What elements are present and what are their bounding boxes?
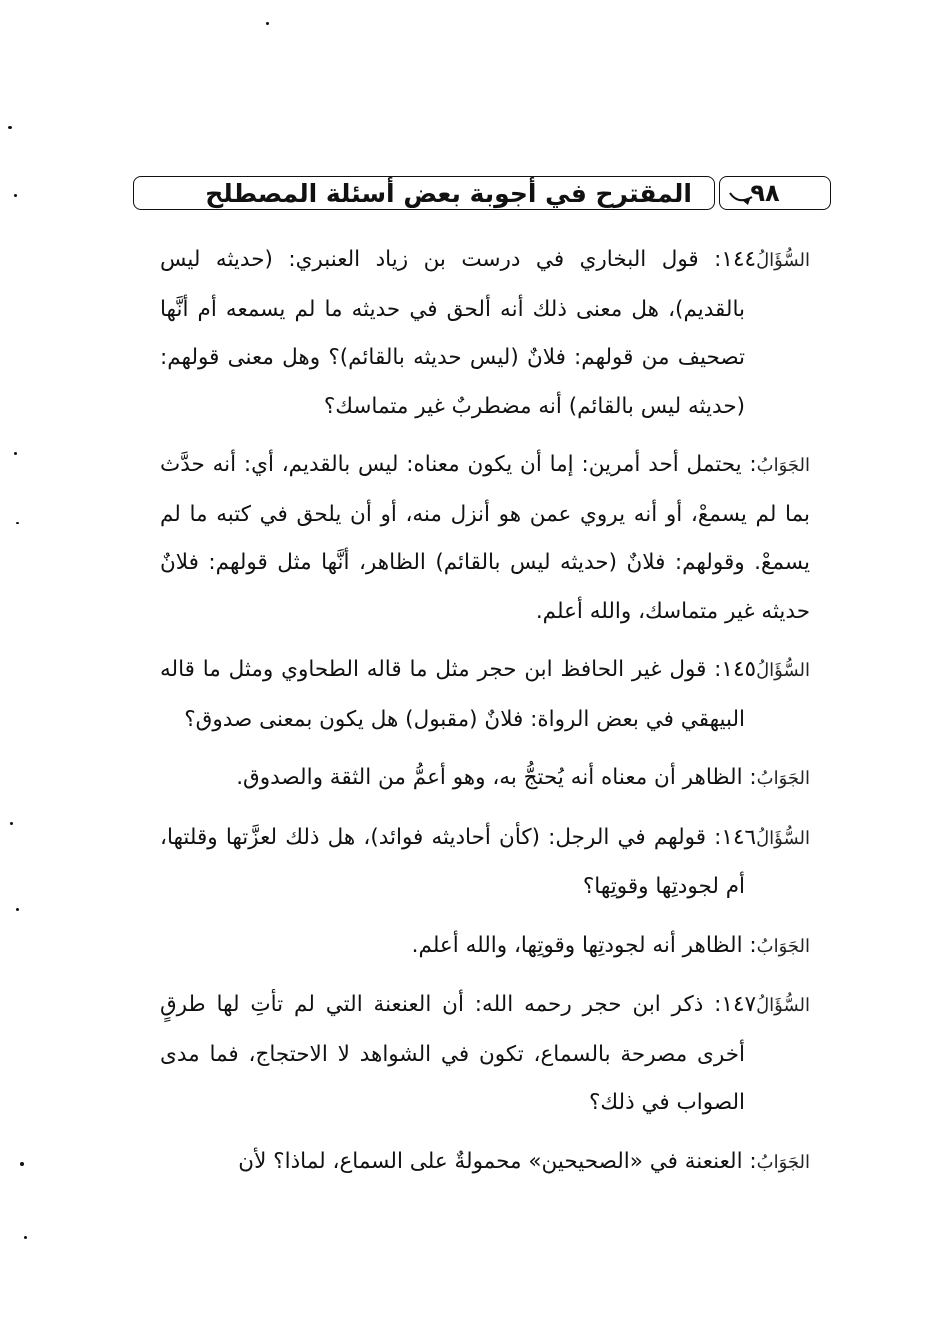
- question-144: [160, 236, 810, 431]
- scan-speck: [14, 452, 17, 455]
- answer-text: : يحتمل أحد أمرين: إما أن يكون معناه: ليس بالقديم، أي: أنه حدَّث بما لم يسمعْ، أو أنه يروي عمن هو أنزل منه، أو أن يلحق في كتبه ما لم يسمعْ. وقولهم: فلانٌ (حديثه ليس بالقائم) الظاهر، أنَّها مثل قولهم: فلانٌ حديثه غير متماسك، والله أعلم.: [160, 452, 810, 624]
- question-146: [160, 814, 810, 912]
- header-title-box: [133, 176, 715, 210]
- scan-speck: [8, 126, 12, 129]
- page-number-box: [719, 176, 831, 210]
- answer-text: : الظاهر أن معناه أنه يُحتجُّ به، وهو أعمُّ من الثقة والصدوق.: [236, 765, 757, 790]
- header-title: المقترح في أجوبة بعض أسئلة المصطلح: [205, 178, 692, 208]
- scan-speck: [16, 522, 19, 524]
- scan-speck: [10, 822, 13, 825]
- answer-146: [160, 922, 810, 972]
- scan-speck: [24, 1236, 27, 1239]
- question-label: السُّؤَالُ: [756, 995, 810, 1016]
- answer-144: [160, 441, 810, 636]
- question-text: ١٤٧: ذكر ابن حجر رحمه الله: أن العنعنة التي لم تأتِ لها طرقٍ أخرى مصرحة بالسماع، تكون في الشواهد لا الاحتجاج، فما مدى الصواب في ذلك؟: [160, 992, 757, 1115]
- question-text: ١٤٦: قولهم في الرجل: (كأن أحاديثه فوائد)، هل ذلك لعزَّتها وقلتها، أم لجودتِها وقوتِها؟: [160, 824, 757, 899]
- answer-label: الجَوَابُ: [756, 768, 810, 789]
- question-label: السُّؤَالُ: [756, 827, 810, 849]
- qa-content: [160, 236, 810, 1197]
- ornament-icon: [728, 191, 754, 207]
- scan-speck: [14, 194, 17, 197]
- running-header: [133, 176, 831, 212]
- answer-147: [160, 1138, 810, 1188]
- question-147: [160, 981, 810, 1128]
- question-label: السُّؤَالُ: [756, 660, 810, 681]
- scan-speck: [266, 22, 269, 25]
- question-145: [160, 646, 810, 744]
- question-label: السُّؤَالُ: [756, 250, 810, 271]
- question-text: ١٤٥: قول غير الحافظ ابن حجر مثل ما قاله الطحاوي ومثل ما قاله البيهقي في بعض الرواة: فلانٌ (مقبول) هل يكون بمعنى صدوق؟: [160, 657, 757, 732]
- scan-speck: [16, 908, 19, 911]
- answer-text: : العنعنة في «الصحيحين» محمولةٌ على السماع، لماذا؟ لأن: [238, 1148, 757, 1174]
- answer-label: الجَوَابُ: [756, 935, 810, 957]
- answer-145: [160, 754, 810, 804]
- scan-speck: [20, 1162, 24, 1166]
- page-number: ٩٨: [750, 179, 780, 207]
- answer-label: الجَوَابُ: [756, 455, 810, 476]
- answer-text: : الظاهر أنه لجودتِها وقوتِها، والله أعلم.: [411, 932, 757, 958]
- question-text: ١٤٤: قول البخاري في درست بن زياد العنبري: (حديثه ليس بالقديم)، هل معنى ذلك أنه ألحق في حديثه ما لم يسمعه أم أنَّها تصحيف من قولهم: فلانٌ (ليس حديثه بالقائم)؟ وهل معنى قولهم: (حديثه ليس بالقائم) أنه مضطربٌ غير متماسك؟: [160, 247, 757, 419]
- answer-label: الجَوَابُ: [756, 1151, 810, 1173]
